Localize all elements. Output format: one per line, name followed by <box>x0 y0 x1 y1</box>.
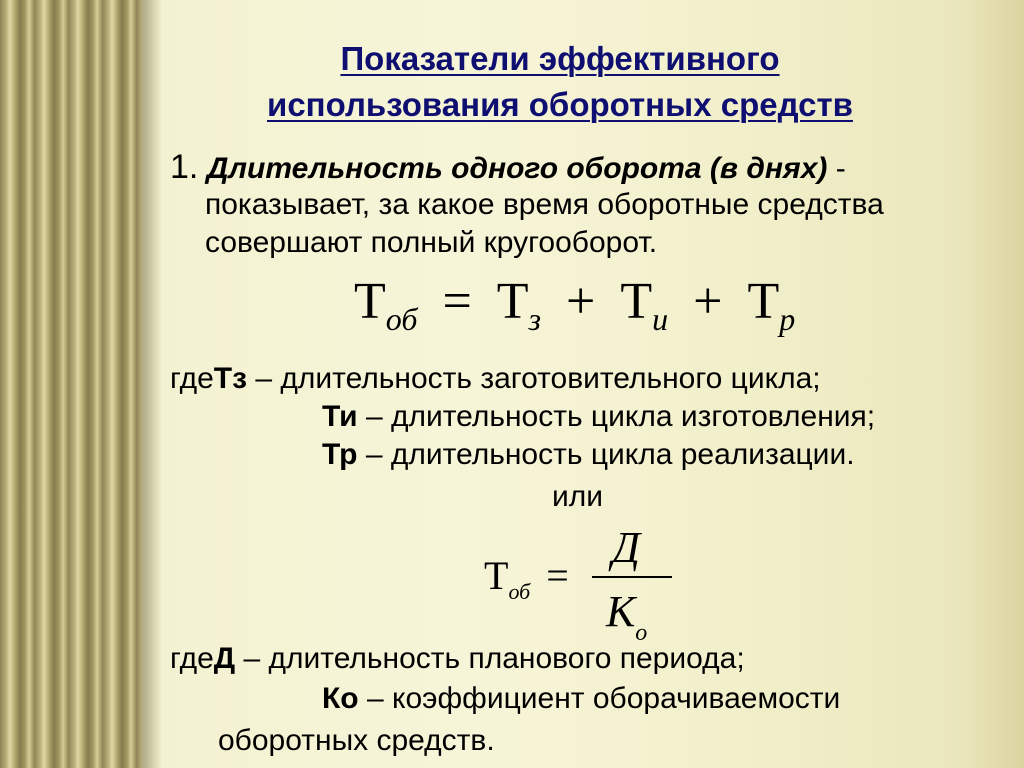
formula1-plus-1: + <box>566 273 596 330</box>
title-line-2: использования оборотных средств <box>267 86 853 123</box>
def-tr-text: – длительность цикла реализации. <box>357 438 855 471</box>
item-1-heading-line <box>170 148 846 188</box>
formula1-t1-sub: з <box>528 301 542 337</box>
formula-turnover-sum <box>354 272 795 338</box>
def-ko-line-2: оборотных средств. <box>218 724 495 757</box>
def-tz-symbol: Тз <box>213 362 248 395</box>
def-d-line <box>170 640 745 678</box>
def-tr-symbol: Тр <box>322 438 358 471</box>
formula2-eq: = <box>546 553 569 598</box>
item-1-desc-line-1: показывает, за какое время оборотные средства <box>205 188 884 221</box>
item-1-desc-line-2 <box>205 224 657 262</box>
formula2-den-symbol: К <box>606 587 636 636</box>
formula2-fraction-bar <box>592 576 672 578</box>
item-number: 1. <box>170 148 199 186</box>
def-where-1: где <box>170 362 214 395</box>
item-heading: Длительность одного оборота (в днях) <box>206 152 828 185</box>
item-desc-line-2-text: совершают полный кругооборот. <box>205 226 658 259</box>
formula1-lhs: Т <box>354 273 386 330</box>
or-separator: или <box>552 480 604 513</box>
formula1-t3: Т <box>747 273 780 330</box>
formula1-t2-sub: и <box>652 301 669 337</box>
slide-title <box>180 36 940 128</box>
def-ti-text: – длительность цикла изготовления; <box>357 400 876 433</box>
formula2-lhs-symbol: Т <box>484 553 509 598</box>
formula1-t2: Т <box>620 273 653 330</box>
def-tz-text: – длительность заготовительного цикла; <box>247 362 821 395</box>
formula1-t3-sub: р <box>779 301 796 337</box>
def-ti-symbol: Ти <box>322 400 358 433</box>
def-ti-line <box>322 398 875 436</box>
formula1-plus-2: + <box>693 273 723 330</box>
def-d-symbol: Д <box>213 642 236 675</box>
formula2-denominator <box>606 586 647 647</box>
formula1-lhs-sub: об <box>385 301 418 337</box>
def-tz-line <box>170 360 821 398</box>
decorative-right-shade <box>964 0 1024 768</box>
formula2-lhs-sub: об <box>508 579 531 604</box>
formula2-numerator: Д <box>612 523 640 572</box>
formula1-eq: = <box>442 273 472 330</box>
def-where-2: где <box>170 642 214 675</box>
def-d-text: – длительность планового периода; <box>235 642 745 675</box>
formula2-lhs <box>484 552 569 605</box>
title-line-1: Показатели эффективного <box>340 40 780 77</box>
def-ko-symbol: Ко <box>322 682 359 715</box>
item-dash: - <box>827 152 846 185</box>
def-ko-line <box>322 680 840 718</box>
def-tr-line <box>322 436 855 474</box>
decorative-left-band <box>0 0 142 768</box>
formula1-t1: Т <box>496 273 529 330</box>
def-ko-text: – коэффициент оборачиваемости <box>358 682 841 715</box>
formula2-den-sub: о <box>635 620 648 646</box>
